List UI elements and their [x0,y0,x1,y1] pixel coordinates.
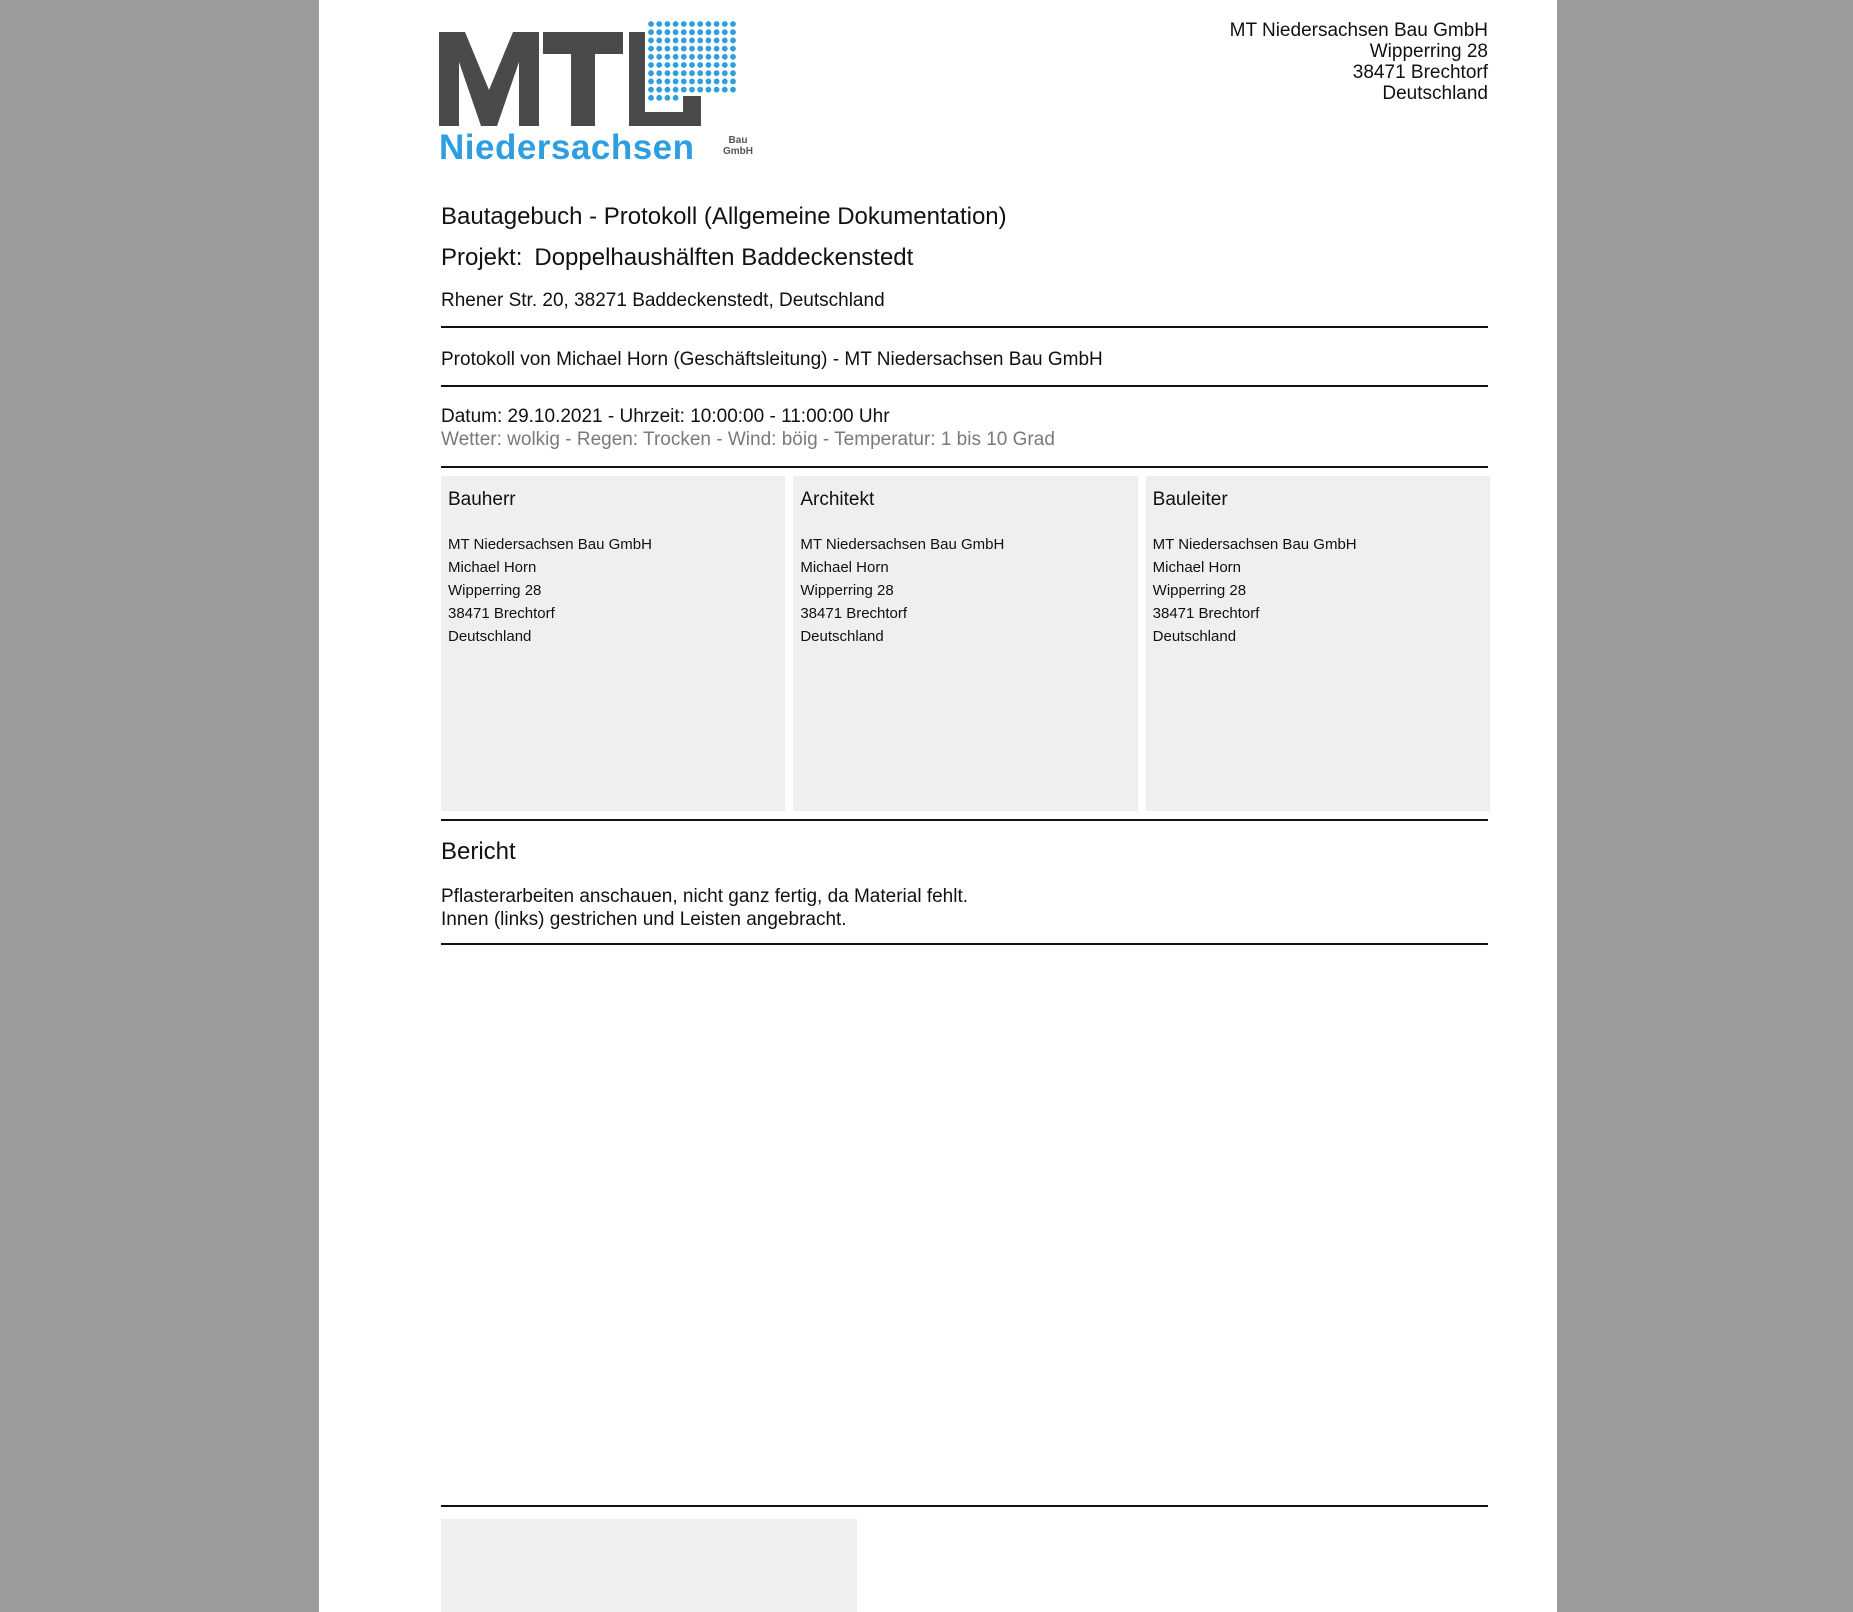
contact-person: Michael Horn [448,559,537,576]
contact-company: MT Niedersachsen Bau GmbH [448,536,652,553]
logo-small-gmbh: GmbH [723,146,753,157]
contact-company: MT Niedersachsen Bau GmbH [800,536,1005,553]
contact-person: Michael Horn [800,559,889,576]
bericht-title: Bericht [441,838,516,865]
divider [441,385,1488,387]
weather-line: Wetter: wolkig - Regen: Trocken - Wind: böig - Temperatur: 1 bis 10 Grad [441,429,1055,450]
contact-title: Bauleiter [1152,489,1228,510]
project-address: Rhener Str. 20, 38271 Baddeckenstedt, Deutschland [441,290,885,311]
footer-divider [441,1505,1488,1507]
logo-mt-graphic [439,20,779,132]
company-name: MT Niedersachsen Bau GmbH [1229,20,1488,41]
logo-brand-text: Niedersachsen [439,128,695,167]
logo-small-text [723,135,753,157]
company-city: 38471 Brechtorf [1352,62,1488,83]
contact-box-bauherr [441,476,785,811]
divider [441,326,1488,328]
contact-title: Architekt [800,489,875,510]
datum-line: Datum: 29.10.2021 - Uhrzeit: 10:00:00 - 11:00:00 Uhr [441,406,890,427]
contacts-section [441,476,1490,811]
contact-city: 38471 Brechtorf [800,605,908,622]
protokoll-author: Protokoll von Michael Horn (Geschäftsleitung) - MT Niedersachsen Bau GmbH [441,349,1103,370]
contact-country: Deutschland [800,628,884,645]
contact-city: 38471 Brechtorf [448,605,555,622]
document-page [319,0,1557,1612]
company-country: Deutschland [1382,83,1488,104]
project-label: Projekt: [441,244,523,271]
contact-company: MT Niedersachsen Bau GmbH [1152,536,1357,553]
company-address [1230,20,1488,104]
company-street: Wipperring 28 [1369,41,1488,62]
project-name: Doppelhaushälften Baddeckenstedt [534,244,914,271]
logo-small-bau: Bau [728,135,748,146]
divider [441,466,1488,468]
divider [441,943,1488,945]
project-title [441,244,1488,272]
contact-person: Michael Horn [1152,559,1242,576]
contact-street: Wipperring 28 [800,582,894,599]
contact-title: Bauherr [448,489,516,510]
bericht-text [441,885,1488,931]
contact-city: 38471 Brechtorf [1152,605,1260,622]
contact-street: Wipperring 28 [1152,582,1247,599]
document-title: Bautagebuch - Protokoll (Allgemeine Dokumentation) [441,203,1007,230]
bericht-line-2: Innen (links) gestrichen und Leisten angebracht. [441,909,847,930]
company-logo [439,20,779,170]
footer-box [441,1519,857,1612]
contact-country: Deutschland [448,628,532,645]
contact-box-architekt [793,476,1137,811]
contact-box-bauleiter [1146,476,1490,811]
bericht-line-1: Pflasterarbeiten anschauen, nicht ganz fertig, da Material fehlt. [441,886,969,907]
divider [441,819,1488,821]
contact-country: Deutschland [1152,628,1237,645]
contact-street: Wipperring 28 [448,582,542,599]
